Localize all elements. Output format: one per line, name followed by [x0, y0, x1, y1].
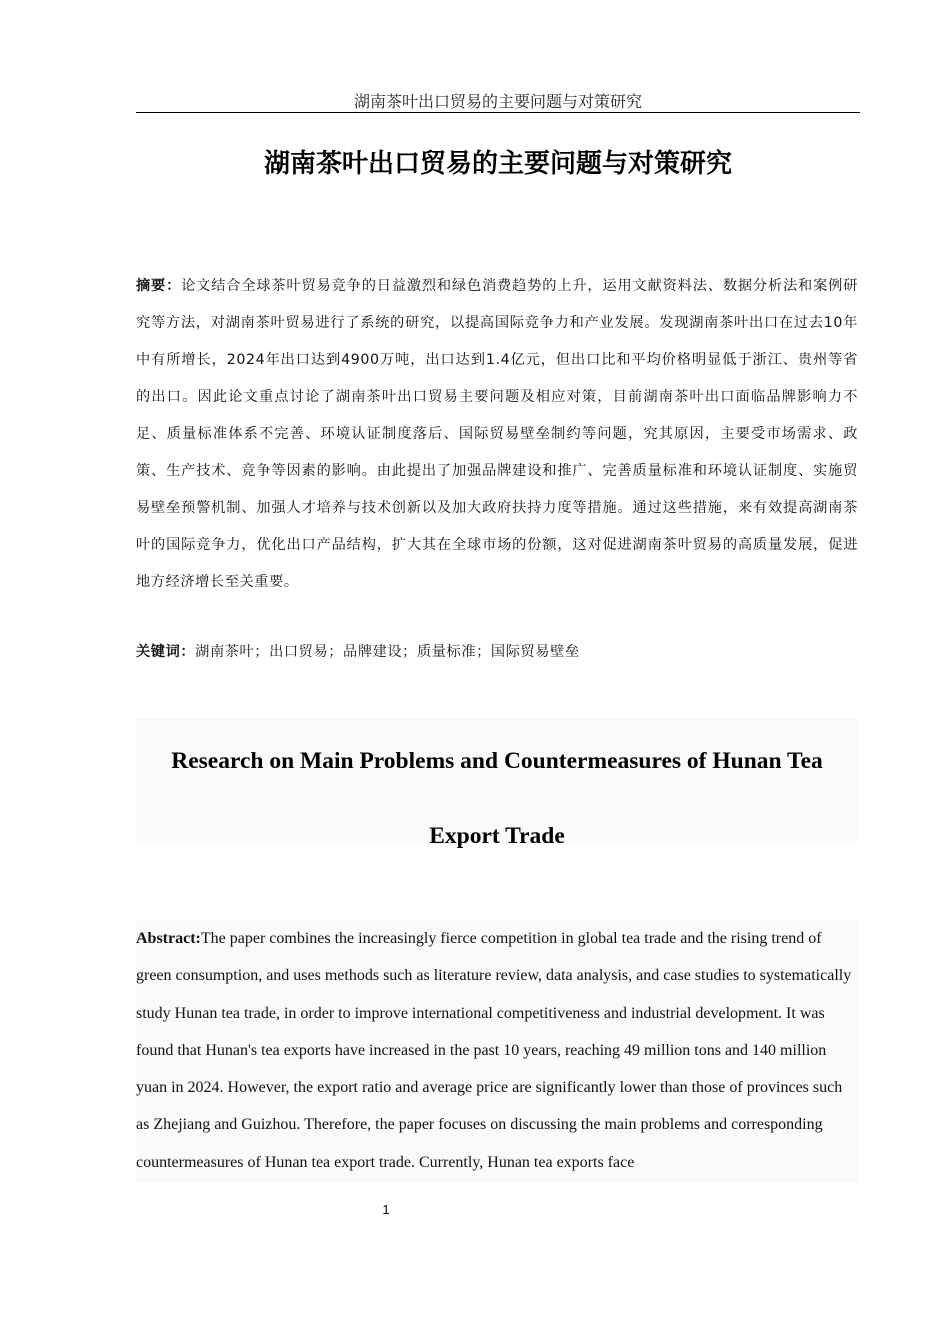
chinese-keywords-text: 湖南茶叶；出口贸易；品牌建设；质量标准；国际贸易壁垒: [195, 644, 580, 660]
chinese-title: 湖南茶叶出口贸易的主要问题与对策研究: [263, 149, 732, 179]
english-title: Research on Main Problems and Countermeasures of Hunan Tea Export Trade: [171, 748, 823, 849]
english-abstract-label: Abstract:: [136, 930, 201, 947]
page-number: 1: [382, 1202, 390, 1217]
chinese-abstract: [136, 268, 858, 601]
running-header: 湖南茶叶出口贸易的主要问题与对策研究: [136, 92, 860, 113]
chinese-keywords-label: 关键词：: [136, 644, 196, 660]
english-abstract: [136, 920, 858, 1181]
english-abstract-text: The paper combines the increasingly fierce competition in global tea trade and the rising trend of green consumption, and uses methods such as literature review, data analysis, and case studies to systematically study Hunan tea trade, in order to improve international competitiveness and industrial development. It was found that Hunan's tea exports have increased in the past 10 years, reaching 49 million tons and 140 million yuan in 2024. However, the export ratio and average price are significantly lower than those of provinces such as Zhejiang and Guizhou. Therefore, the paper focuses on discussing the main problems and corresponding countermeasures of Hunan tea export trade. Currently, Hunan tea exports face: [136, 930, 852, 1171]
chinese-keywords: [136, 638, 858, 666]
chinese-abstract-label: 摘要：: [136, 278, 182, 294]
chinese-abstract-text: 论文结合全球茶叶贸易竞争的日益激烈和绿色消费趋势的上升，运用文献资料法、数据分析法和案例研究等方法，对湖南茶叶贸易进行了系统的研究，以提高国际竞争力和产业发展。发现湖南茶叶出口在过去10年中有所增长，2024年出口达到4900万吨，出口达到1.4亿元，但出口比和平均价格明显低于浙江、贵州等省的出口。因此论文重点讨论了湖南茶叶出口贸易主要问题及相应对策，目前湖南茶叶出口面临品牌影响力不足、质量标准体系不完善、环境认证制度落后、国际贸易壁垒制约等问题，究其原因，主要受市场需求、政策、生产技术、竞争等因素的影响。由此提出了加强品牌建设和推广、完善质量标准和环境认证制度、实施贸易壁垒预警机制、加强人才培养与技术创新以及加大政府扶持力度等措施。通过这些措施，来有效提高湖南茶叶的国际竞争力，优化出口产品结构，扩大其在全球市场的份额，这对促进湖南茶叶贸易的高质量发展，促进地方经济增长至关重要。: [136, 278, 858, 590]
